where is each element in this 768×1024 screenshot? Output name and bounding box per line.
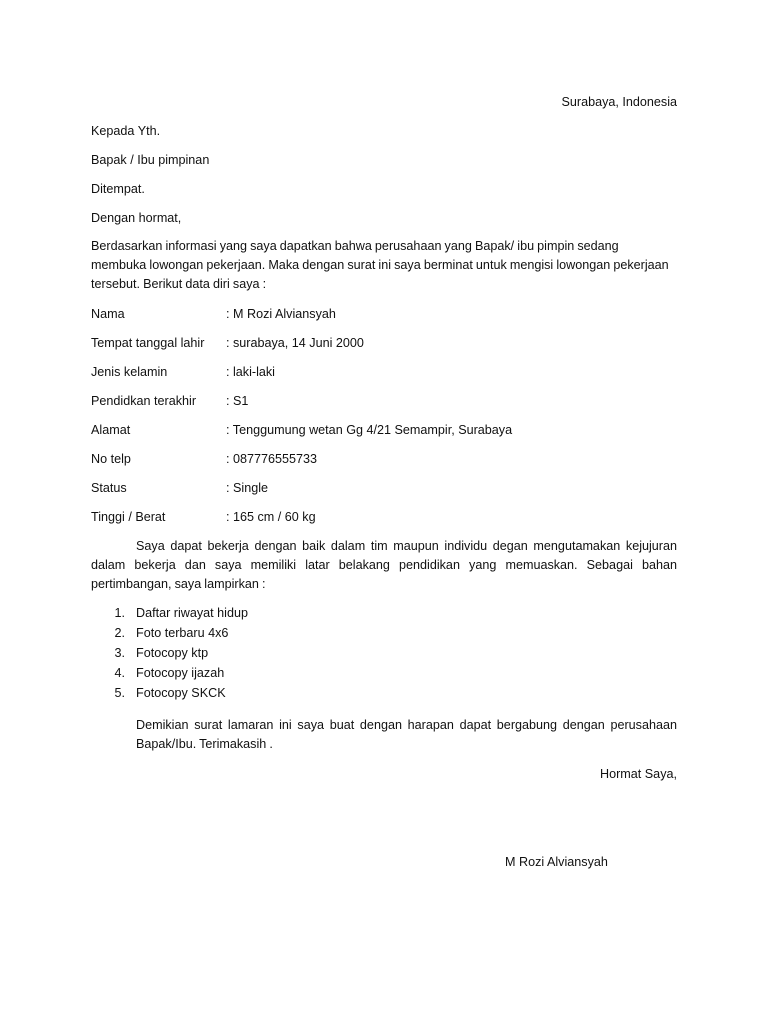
detail-value-height-weight: : 165 cm / 60 kg <box>226 510 316 524</box>
attachment-item: Fotocopy ijazah <box>136 666 225 680</box>
detail-value-nama: : M Rozi Alviansyah <box>226 307 336 321</box>
detail-label-status: Status <box>91 481 127 495</box>
signature-name: M Rozi Alviansyah <box>505 855 608 869</box>
attachment-item: Foto terbaru 4x6 <box>136 626 229 640</box>
detail-label-gender: Jenis kelamin <box>91 365 168 379</box>
detail-value-address: : Tenggumung wetan Gg 4/21 Semampir, Surabaya <box>226 423 513 437</box>
detail-label-phone: No telp <box>91 452 131 466</box>
place-date: Surabaya, Indonesia <box>561 95 677 109</box>
closing-regards: Hormat Saya, <box>600 767 677 781</box>
attachment-item: Fotocopy SKCK <box>136 686 226 700</box>
attachment-item: Fotocopy ktp <box>136 646 209 660</box>
attachment-number: 4. <box>114 666 125 680</box>
detail-value-gender: : laki-laki <box>226 365 275 379</box>
detail-label-education: Pendidkan terakhir <box>91 394 197 408</box>
detail-value-birth: : surabaya, 14 Juni 2000 <box>226 336 364 350</box>
attachment-number: 3. <box>114 646 125 660</box>
attachment-item: Daftar riwayat hidup <box>136 606 248 620</box>
recipient-line-2: Bapak / Ibu pimpinan <box>91 153 210 167</box>
detail-label-nama: Nama <box>91 307 125 321</box>
attachment-number: 2. <box>114 626 125 640</box>
detail-value-education: : S1 <box>226 394 249 408</box>
recipient-line-3: Ditempat. <box>91 182 145 196</box>
detail-label-address: Alamat <box>91 423 131 437</box>
detail-value-status: : Single <box>226 481 269 495</box>
closing-paragraph: Demikian surat lamaran ini saya buat dengan harapan dapat bergabung dengan perusahaan Bapak/Ibu. Terimakasih . <box>136 718 677 751</box>
attachment-number: 1. <box>114 606 125 620</box>
salutation: Dengan hormat, <box>91 211 182 225</box>
detail-value-phone: : 087776555733 <box>226 452 318 466</box>
intro-paragraph: Berdasarkan informasi yang saya dapatkan bahwa perusahaan yang Bapak/ ibu pimpin sedang membuka lowongan pekerjaan. Maka dengan surat ini saya berminat untuk mengisi lowongan pekerjaan tersebut. Berikut data diri saya : <box>91 239 669 291</box>
detail-label-birth: Tempat tanggal lahir <box>91 336 205 350</box>
attachment-number: 5. <box>114 686 125 700</box>
recipient-line-1: Kepada Yth. <box>91 124 161 138</box>
body-paragraph: Saya dapat bekerja dengan baik dalam tim maupun individu degan mengutamakan kejujuran dalam bekerja dan saya memiliki latar belakang pendidikan yang memuaskan. Sebagai bahan pertimbangan, saya lampirkan : <box>91 539 677 591</box>
detail-label-height-weight: Tinggi / Berat <box>91 510 166 524</box>
